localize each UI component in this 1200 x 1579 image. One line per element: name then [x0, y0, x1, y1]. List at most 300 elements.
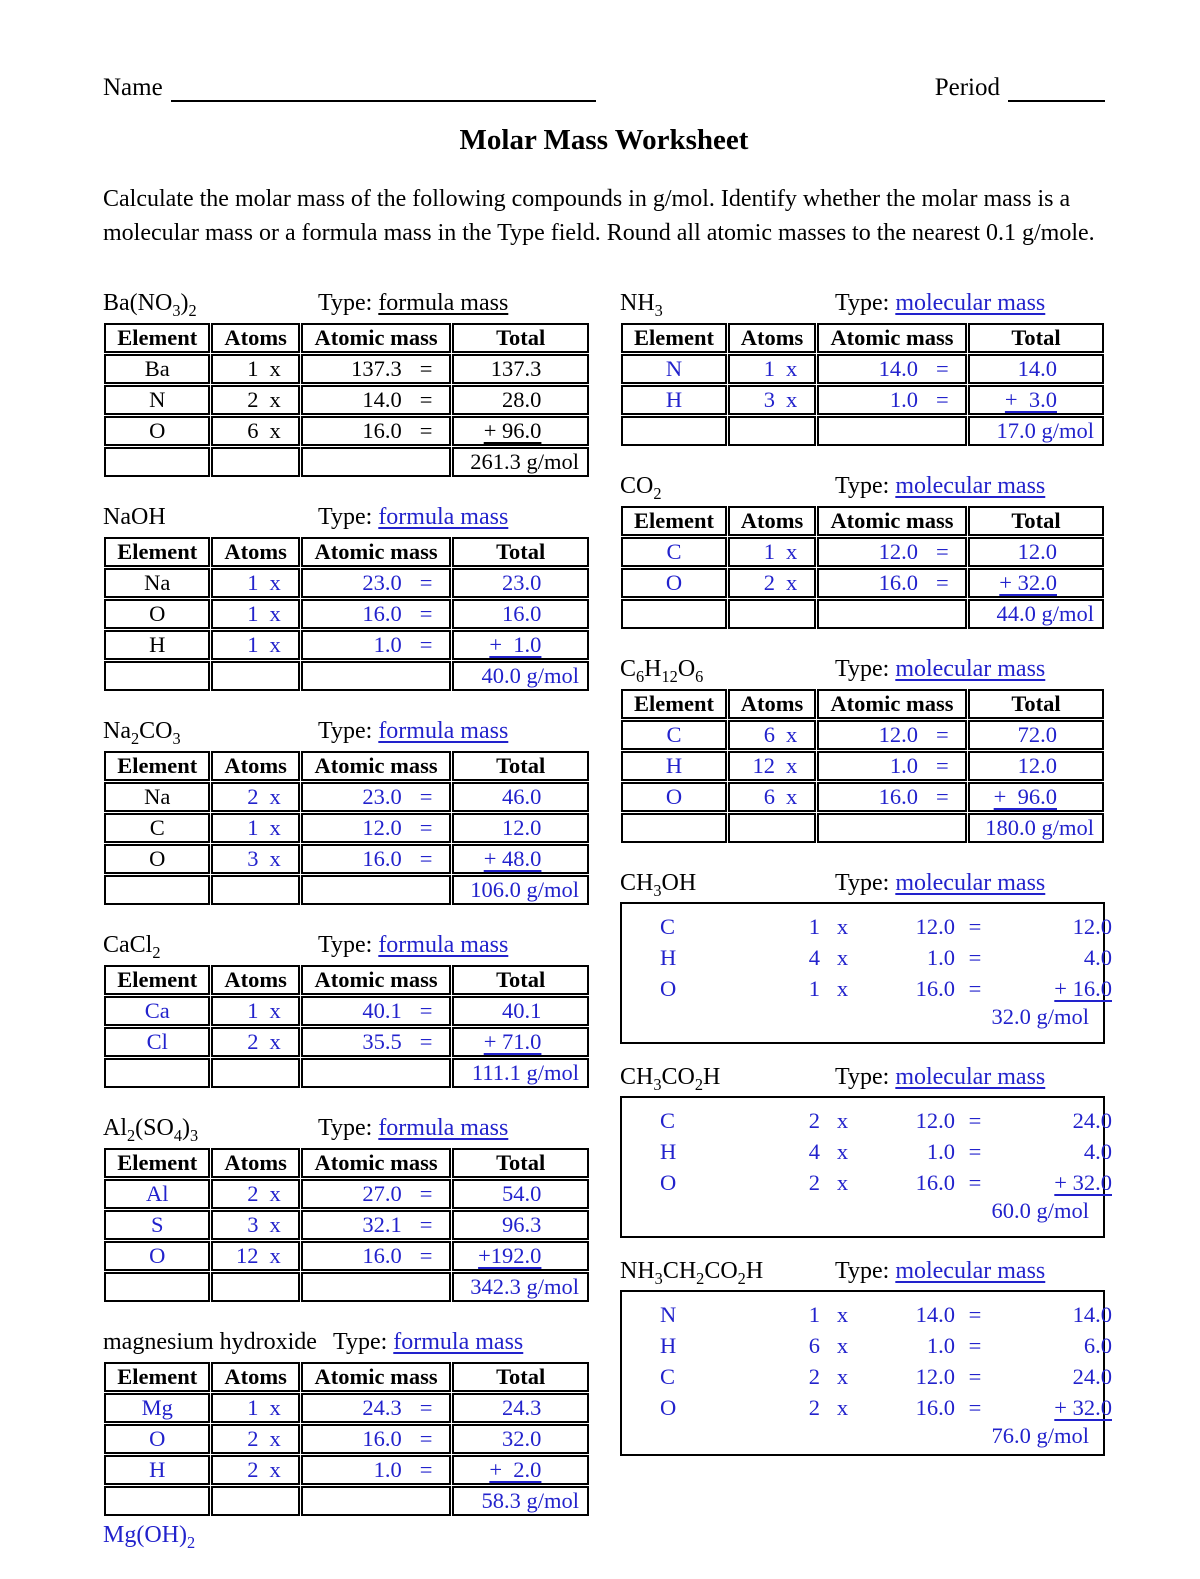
atomic-mass-cell [301, 996, 452, 1026]
atomic-mass-cell [301, 416, 452, 446]
total-value: +192.0 [478, 1243, 542, 1269]
grand-total-value: 261.3 g/mol [470, 449, 579, 475]
total-cell [452, 782, 589, 812]
element-row [621, 354, 1104, 384]
atomic-mass-value: 1.0 [926, 1138, 955, 1164]
problem-ba-no3-2 [103, 290, 590, 478]
column-header: Atomic mass [301, 537, 452, 567]
element-row [622, 973, 1112, 1004]
atoms-cell [728, 720, 816, 750]
element-row [104, 1241, 589, 1271]
atoms-value: 3 [763, 387, 775, 413]
equals-sign: = [419, 1029, 433, 1055]
column-header: Atomic mass [817, 323, 967, 353]
type-label: Type: [332, 1329, 394, 1356]
equals-sign: = [419, 387, 433, 413]
times-sign: x [786, 753, 798, 779]
element-row [621, 385, 1104, 415]
atoms-cell [728, 782, 816, 812]
grand-total-cell [452, 661, 589, 691]
column-header: Element [104, 1148, 210, 1178]
element-cell: C [621, 720, 727, 750]
element-row [104, 630, 589, 660]
problem-heading [620, 473, 1105, 503]
element-row [622, 1361, 1112, 1392]
total-cell [452, 416, 589, 446]
times-sign: x [836, 944, 849, 970]
atoms-value: 2 [763, 570, 775, 596]
element-cell: Na [104, 782, 210, 812]
times-sign: x [269, 387, 281, 413]
atomic-mass-value: 12.0 [915, 1363, 955, 1389]
equals-sign: = [419, 1212, 433, 1238]
type-field [835, 870, 1045, 897]
problem-heading [620, 290, 1105, 320]
element-row [622, 1299, 1112, 1330]
atoms-cell [211, 568, 299, 598]
times-sign: x [836, 975, 849, 1001]
total-value: 96.3 [502, 1212, 542, 1238]
equals-sign: = [968, 1138, 982, 1164]
type-label: Type: [318, 504, 379, 531]
element-cell: H [104, 630, 210, 660]
name-fill-line [171, 76, 596, 102]
equals-sign: = [936, 387, 949, 413]
molar-mass-box [620, 1096, 1112, 1238]
element-cell: C [660, 1107, 676, 1133]
atomic-mass-value: 1.0 [373, 632, 402, 658]
element-cell: H [660, 1138, 677, 1164]
atoms-value: 1 [247, 632, 259, 658]
atoms-value: 1 [247, 998, 259, 1024]
element-cell: Na [104, 568, 210, 598]
atoms-value: 4 [808, 944, 820, 970]
times-sign: x [269, 601, 281, 627]
total-value: + 32.0 [1054, 1169, 1112, 1195]
type-value: molecular mass [895, 473, 1046, 500]
atomic-mass-cell [817, 782, 967, 812]
times-sign: x [269, 1181, 281, 1207]
element-row [622, 942, 1112, 973]
element-cell: O [104, 1241, 210, 1271]
times-sign: x [269, 846, 281, 872]
atoms-cell [728, 568, 816, 598]
element-row [622, 1330, 1112, 1361]
times-sign: x [269, 1426, 281, 1452]
problem-c6h12o6 [620, 656, 1105, 844]
atomic-mass-cell [301, 568, 452, 598]
empty-cell [817, 416, 967, 446]
problem-heading [620, 1064, 1105, 1094]
atoms-value: 2 [247, 784, 259, 810]
atoms-value: 6 [763, 784, 775, 810]
empty-cell [301, 875, 452, 905]
atoms-value: 1 [808, 913, 820, 939]
type-value: molecular mass [895, 1064, 1046, 1091]
atomic-mass-cell [301, 1027, 452, 1057]
atoms-value: 1 [763, 539, 775, 565]
type-value: formula mass [378, 932, 509, 959]
grand-total-value: 44.0 g/mol [996, 601, 1094, 627]
note-formula: $Mg(OH)_2$ [103, 1522, 196, 1552]
left-column [103, 290, 590, 1579]
atoms-cell [211, 1210, 299, 1240]
total-value: + 32.0 [999, 570, 1057, 596]
grand-total-cell [968, 599, 1104, 629]
atomic-mass-value: 1.0 [373, 1457, 402, 1483]
type-field [835, 656, 1045, 683]
type-value: molecular mass [895, 870, 1046, 897]
atomic-mass-value: 32.1 [362, 1212, 402, 1238]
atomic-mass-cell [301, 1393, 452, 1423]
period-field-label: Period [934, 74, 1000, 101]
atoms-value: 2 [247, 387, 259, 413]
total-cell [452, 630, 589, 660]
column-header: Atoms [728, 323, 816, 353]
column-header: Total [968, 689, 1104, 719]
worksheet-columns [103, 290, 1112, 1579]
atomic-mass-value: 12.0 [915, 1107, 955, 1133]
atomic-mass-value: 16.0 [915, 975, 955, 1001]
atoms-cell [211, 599, 299, 629]
atoms-value: 6 [808, 1332, 820, 1358]
atoms-cell [728, 354, 816, 384]
problem-heading [620, 656, 1105, 686]
column-header: Atomic mass [301, 965, 452, 995]
type-label: Type: [835, 656, 896, 683]
type-label: Type: [318, 290, 379, 317]
empty-cell [817, 813, 967, 843]
grand-total-row [104, 875, 589, 905]
atoms-cell [211, 354, 299, 384]
atomic-mass-value: 14.0 [878, 356, 918, 382]
times-sign: x [786, 387, 798, 413]
formula-label: $CH_3CO_2H$ [620, 1064, 721, 1094]
empty-cell [728, 813, 816, 843]
type-field [333, 1329, 523, 1355]
molar-mass-box [620, 1290, 1112, 1456]
type-field [318, 718, 508, 745]
element-cell: O [660, 975, 677, 1001]
type-value: molecular mass [895, 1258, 1046, 1285]
atomic-mass-cell [301, 844, 452, 874]
atoms-cell [211, 1179, 299, 1209]
column-header: Atoms [211, 537, 299, 567]
column-header: Atomic mass [301, 1362, 452, 1392]
problem-nh3 [620, 290, 1105, 447]
formula-label: CaCl$_2$ [103, 932, 161, 962]
equals-sign: = [968, 1107, 982, 1133]
times-sign: x [269, 1029, 281, 1055]
problem-naoh [103, 504, 590, 692]
atomic-mass-value: 1.0 [926, 944, 955, 970]
times-sign: x [836, 1107, 849, 1133]
atomic-mass-cell [817, 720, 967, 750]
total-cell [452, 354, 589, 384]
equals-sign: = [419, 1181, 433, 1207]
equals-sign: = [419, 601, 433, 627]
atoms-value: 1 [763, 356, 775, 382]
molar-mass-table [620, 505, 1105, 630]
molar-mass-table [103, 536, 590, 692]
grand-total-value: 111.1 g/mol [471, 1060, 579, 1086]
atomic-mass-value: 35.5 [362, 1029, 402, 1055]
element-cell: O [104, 1424, 210, 1454]
element-row [621, 782, 1104, 812]
atoms-cell [211, 813, 299, 843]
equals-sign: = [968, 1169, 982, 1195]
grand-total-row [104, 1486, 589, 1516]
problem-nh3ch2co2h [620, 1258, 1112, 1456]
empty-cell [211, 661, 299, 691]
times-sign: x [269, 632, 281, 658]
atomic-mass-value: 16.0 [362, 846, 402, 872]
problem-heading [620, 1258, 1105, 1288]
element-cell: O [621, 782, 727, 812]
grand-total-row [104, 1272, 589, 1302]
atoms-cell [211, 996, 299, 1026]
atoms-cell [211, 385, 299, 415]
atomic-mass-cell [301, 1455, 452, 1485]
empty-cell [211, 1058, 299, 1088]
total-value: + 96.0 [483, 418, 542, 444]
total-cell [452, 1179, 589, 1209]
column-header: Total [968, 323, 1104, 353]
column-header: Atoms [211, 1148, 299, 1178]
element-row [621, 568, 1104, 598]
type-label: Type: [318, 932, 379, 959]
table-header-row [621, 323, 1104, 353]
total-cell [452, 1241, 589, 1271]
type-value: formula mass [378, 504, 509, 531]
element-row [622, 1392, 1112, 1423]
equals-sign: = [968, 975, 982, 1001]
element-row [622, 1136, 1112, 1167]
atomic-mass-cell [817, 751, 967, 781]
equals-sign: = [936, 722, 949, 748]
total-value: 24.0 [1072, 1107, 1112, 1133]
atomic-mass-value: 12.0 [362, 815, 402, 841]
molar-mass-box [620, 902, 1112, 1044]
atoms-value: 1 [247, 570, 259, 596]
empty-cell [817, 599, 967, 629]
element-cell: H [621, 751, 727, 781]
total-value: 137.3 [490, 356, 542, 382]
element-cell: O [660, 1394, 677, 1420]
atoms-cell [211, 630, 299, 660]
table-header-row [104, 1148, 589, 1178]
element-cell: Mg [104, 1393, 210, 1423]
grand-total-value: 180.0 g/mol [985, 815, 1094, 841]
type-value: molecular mass [895, 656, 1046, 683]
atomic-mass-value: 16.0 [362, 418, 402, 444]
type-value: formula mass [393, 1329, 524, 1356]
formula-label: $Na_2CO_3$ [103, 718, 181, 748]
atomic-mass-cell [301, 1241, 452, 1271]
column-header: Atomic mass [817, 689, 967, 719]
column-header: Total [452, 1148, 589, 1178]
times-sign: x [269, 998, 281, 1024]
times-sign: x [269, 356, 281, 382]
atoms-value: 4 [808, 1138, 820, 1164]
column-header: Element [104, 1362, 210, 1392]
atomic-mass-cell [817, 568, 967, 598]
empty-cell [728, 416, 816, 446]
formula-label: $Ba(NO_3)_2$ [103, 290, 197, 320]
grand-total-cell [452, 1058, 589, 1088]
element-cell: C [660, 1363, 676, 1389]
right-column [620, 290, 1112, 1579]
atoms-value: 2 [808, 1107, 820, 1133]
empty-cell [211, 447, 299, 477]
atoms-value: 2 [808, 1169, 820, 1195]
element-cell: O [104, 599, 210, 629]
total-value: + 2.0 [489, 1457, 542, 1483]
problem-heading [103, 1115, 590, 1145]
atoms-value: 2 [808, 1394, 820, 1420]
atomic-mass-cell [301, 782, 452, 812]
molar-mass-table [103, 964, 590, 1089]
atoms-value: 6 [247, 418, 259, 444]
problem-na2co3 [103, 718, 590, 906]
type-label: Type: [318, 718, 379, 745]
type-field [318, 290, 508, 317]
column-header: Element [104, 965, 210, 995]
type-field [835, 1064, 1045, 1091]
column-header: Element [104, 751, 210, 781]
element-cell: C [104, 813, 210, 843]
element-row [621, 537, 1104, 567]
problem-heading [103, 504, 590, 534]
atomic-mass-cell [817, 537, 967, 567]
grand-total-row [621, 416, 1104, 446]
equals-sign: = [419, 1395, 433, 1421]
type-label: Type: [835, 1064, 896, 1091]
problem-co2 [620, 473, 1105, 630]
table-header-row [104, 751, 589, 781]
element-cell: S [104, 1210, 210, 1240]
problem-cacl2 [103, 932, 590, 1089]
times-sign: x [269, 1212, 281, 1238]
times-sign: x [786, 570, 798, 596]
total-cell [968, 751, 1104, 781]
element-row [104, 813, 589, 843]
name-field [103, 74, 596, 102]
atoms-value: 1 [247, 601, 259, 627]
atomic-mass-cell [301, 1424, 452, 1454]
element-row [104, 782, 589, 812]
element-row [104, 1179, 589, 1209]
atomic-mass-value: 137.3 [351, 356, 402, 382]
total-value: 72.0 [1017, 722, 1057, 748]
element-row [104, 1393, 589, 1423]
column-header: Atoms [211, 323, 299, 353]
column-header: Element [621, 689, 727, 719]
atoms-value: 3 [247, 846, 259, 872]
instructions: Calculate the molar mass of the following compounds in g/mol. Identify whether the molar mass is a molecular mass or a formula mass in the Type field. Round all atomic masses to the nearest 0.1 g/mole. [103, 186, 1095, 246]
atoms-value: 6 [763, 722, 775, 748]
type-label: Type: [835, 870, 896, 897]
grand-total-value: 58.3 g/mol [481, 1488, 579, 1514]
total-value: + 32.0 [1054, 1394, 1112, 1420]
element-cell: H [104, 1455, 210, 1485]
molar-mass-table [103, 1361, 590, 1517]
problem-magnesium-hydroxide [103, 1329, 590, 1553]
atomic-mass-cell [301, 599, 452, 629]
atoms-cell [728, 385, 816, 415]
page-title: Molar Mass Worksheet [459, 124, 749, 156]
atomic-mass-value: 16.0 [362, 1243, 402, 1269]
grand-total-cell [968, 416, 1104, 446]
column-header: Atomic mass [301, 323, 452, 353]
total-cell [452, 599, 589, 629]
atoms-value: 1 [247, 815, 259, 841]
problem-ch3co2h [620, 1064, 1112, 1238]
total-cell [452, 1210, 589, 1240]
element-row [104, 1455, 589, 1485]
grand-total-value: 342.3 g/mol [470, 1274, 579, 1300]
molar-mass-table [620, 322, 1105, 447]
total-cell [452, 568, 589, 598]
total-cell [452, 385, 589, 415]
grand-total-value: 76.0 g/mol [991, 1423, 1089, 1449]
atomic-mass-value: 16.0 [878, 784, 918, 810]
grand-total-row [621, 813, 1104, 843]
column-header: Total [968, 506, 1104, 536]
empty-cell [301, 661, 452, 691]
atoms-cell [211, 782, 299, 812]
atomic-mass-value: 23.0 [362, 570, 402, 596]
problem-heading [103, 932, 590, 962]
total-value: 12.0 [502, 815, 542, 841]
total-value: 54.0 [502, 1181, 542, 1207]
element-cell: O [621, 568, 727, 598]
atomic-mass-value: 12.0 [878, 539, 918, 565]
element-cell: H [660, 944, 677, 970]
atomic-mass-value: 40.1 [362, 998, 402, 1024]
molar-mass-table [103, 322, 590, 478]
atoms-value: 1 [808, 1301, 820, 1327]
total-value: + 1.0 [489, 632, 542, 658]
times-sign: x [836, 1332, 849, 1358]
total-cell [968, 782, 1104, 812]
atomic-mass-cell [301, 385, 452, 415]
atoms-value: 12 [235, 1243, 259, 1269]
grand-total-cell [452, 447, 589, 477]
equals-sign: = [419, 632, 433, 658]
equals-sign: = [419, 846, 433, 872]
element-row [622, 1105, 1112, 1136]
type-value: formula mass [378, 290, 509, 317]
total-value: 12.0 [1017, 753, 1057, 779]
element-cell: O [104, 844, 210, 874]
equals-sign: = [419, 784, 433, 810]
equals-sign: = [936, 753, 949, 779]
grand-total-value: 40.0 g/mol [481, 663, 579, 689]
element-row [104, 568, 589, 598]
total-value: 6.0 [1083, 1332, 1112, 1358]
total-value: 24.3 [502, 1395, 542, 1421]
element-cell: N [660, 1301, 677, 1327]
atomic-mass-value: 16.0 [878, 570, 918, 596]
total-value: 12.0 [1017, 539, 1057, 565]
times-sign: x [786, 356, 798, 382]
grand-total-row [621, 599, 1104, 629]
equals-sign: = [419, 1457, 433, 1483]
atomic-mass-value: 16.0 [915, 1169, 955, 1195]
times-sign: x [786, 722, 798, 748]
equals-sign: = [968, 1394, 982, 1420]
